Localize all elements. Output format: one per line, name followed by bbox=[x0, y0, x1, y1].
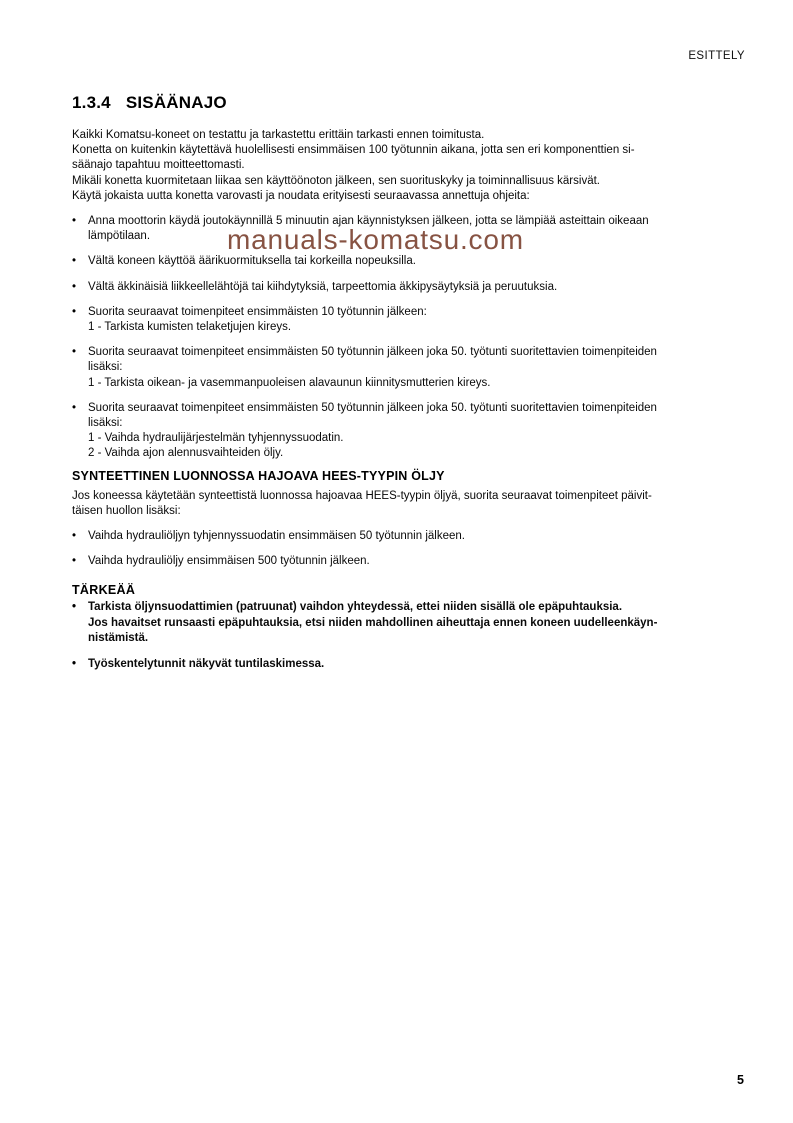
section-heading bbox=[72, 93, 746, 113]
bullet-icon bbox=[72, 554, 88, 569]
hees-section-heading: SYNTEETTINEN LUONNOSSA HAJOAVA HEES-TYYPIN ÖLJY bbox=[72, 468, 445, 483]
list-item-text: Vaihda hydrauliöljyn tyhjennyssuodatin ensimmäisen 50 työtunnin jälkeen. bbox=[88, 530, 465, 543]
important-bullet-list bbox=[72, 600, 746, 672]
list-item-text: Vältä äkkinäisiä liikkeellelähtöjä tai kiihdytyksiä, tarpeettomia äkkipysäytyksiä ja peruutuksia. bbox=[88, 280, 558, 293]
list-item bbox=[72, 657, 746, 672]
list-item-text: Anna moottorin käydä joutokäynnillä 5 minuutin ajan käynnistyksen jälkeen, jotta se lämpiää asteittain oikeaan lämpötilaan. bbox=[88, 215, 649, 243]
bullet-icon bbox=[72, 657, 88, 672]
important-section bbox=[72, 583, 746, 672]
list-item bbox=[72, 554, 746, 569]
list-item bbox=[72, 254, 746, 269]
bullet-icon bbox=[72, 345, 88, 391]
list-item-text: Vaihda hydrauliöljy ensimmäisen 500 työtunnin jälkeen. bbox=[88, 555, 370, 568]
bullet-icon bbox=[72, 254, 88, 269]
main-bullet-list bbox=[72, 214, 746, 462]
list-item-text: Suorita seuraavat toimenpiteet ensimmäisten 50 työtunnin jälkeen joka 50. työtunti suoritettavien toimenpiteiden lisäksi: 1 - Tarkista oikean- ja vasemmanpuoleisen alavaunun kiinnitysmutterien kireys. bbox=[88, 346, 657, 389]
list-item-text: Tarkista öljynsuodattimien (patruunat) vaihdon yhteydessä, ettei niiden sisällä ole epäpuhtauksia. Jos havaitset runsaasti epäpuhtauksia, etsi niiden mahdollinen aiheuttaja ennen koneen uudelleenkäyn- nistämistä. bbox=[88, 601, 658, 644]
list-item bbox=[72, 214, 746, 244]
bullet-icon bbox=[72, 280, 88, 295]
list-item-text: Työskentelytunnit näkyvät tuntilaskimessa. bbox=[88, 658, 325, 671]
list-item-text: Suorita seuraavat toimenpiteet ensimmäisten 10 työtunnin jälkeen: 1 - Tarkista kumisten telaketjujen kireys. bbox=[88, 305, 427, 334]
list-item bbox=[72, 345, 746, 391]
bullet-icon bbox=[72, 214, 88, 244]
bullet-icon bbox=[72, 529, 88, 544]
list-item-text: Vältä koneen käyttöä äärikuormituksella tai korkeilla nopeuksilla. bbox=[88, 255, 416, 268]
bullet-icon bbox=[72, 401, 88, 462]
list-item-text: Suorita seuraavat toimenpiteet ensimmäisten 50 työtunnin jälkeen joka 50. työtunti suoritettavien toimenpiteiden lisäksi: 1 - Vaihda hydraulijärjestelmän tyhjennyssuodatin. 2 - Vaihda ajon alennusvaihteiden öljy. bbox=[88, 401, 657, 460]
list-item bbox=[72, 600, 746, 646]
page-content bbox=[72, 93, 746, 672]
list-item bbox=[72, 529, 746, 544]
important-heading: TÄRKEÄÄ bbox=[72, 583, 136, 598]
section-title: SISÄÄNAJO bbox=[125, 93, 227, 112]
running-header: ESITTELY bbox=[688, 50, 745, 62]
hees-paragraph: Jos koneessa käytetään synteettistä luonnossa hajoavaa HEES-tyypin öljyä, suorita seuraavat toimenpiteet päivit- täisen huollon lisäksi: bbox=[72, 489, 652, 517]
list-item bbox=[72, 280, 746, 295]
watermark-text: manuals-komatsu.com bbox=[227, 224, 524, 255]
list-item bbox=[72, 401, 746, 462]
section-number: 1.3.4 bbox=[72, 93, 111, 112]
bullet-icon bbox=[72, 305, 88, 335]
page-number: 5 bbox=[737, 1073, 744, 1087]
intro-paragraph: Kaikki Komatsu-koneet on testattu ja tarkastettu erittäin tarkasti ennen toimitusta. Konetta on kuitenkin käytettävä huolellisesti ensimmäisen 100 työtunnin aikana, jotta sen eri komponenttien si- säänajo tapahtuu moitteettomasti. Mikäli konetta kuormitetaan liikaa sen käyttöönoton jälkeen, sen suorituskyky ja toiminnallisuus kärsivät. Käytä jokaista uutta konetta varovasti ja noudata erityisesti seuraavassa annettuja ohjeita: bbox=[72, 129, 635, 202]
hees-bullet-list bbox=[72, 529, 746, 569]
list-item bbox=[72, 305, 746, 335]
bullet-icon bbox=[72, 600, 88, 646]
